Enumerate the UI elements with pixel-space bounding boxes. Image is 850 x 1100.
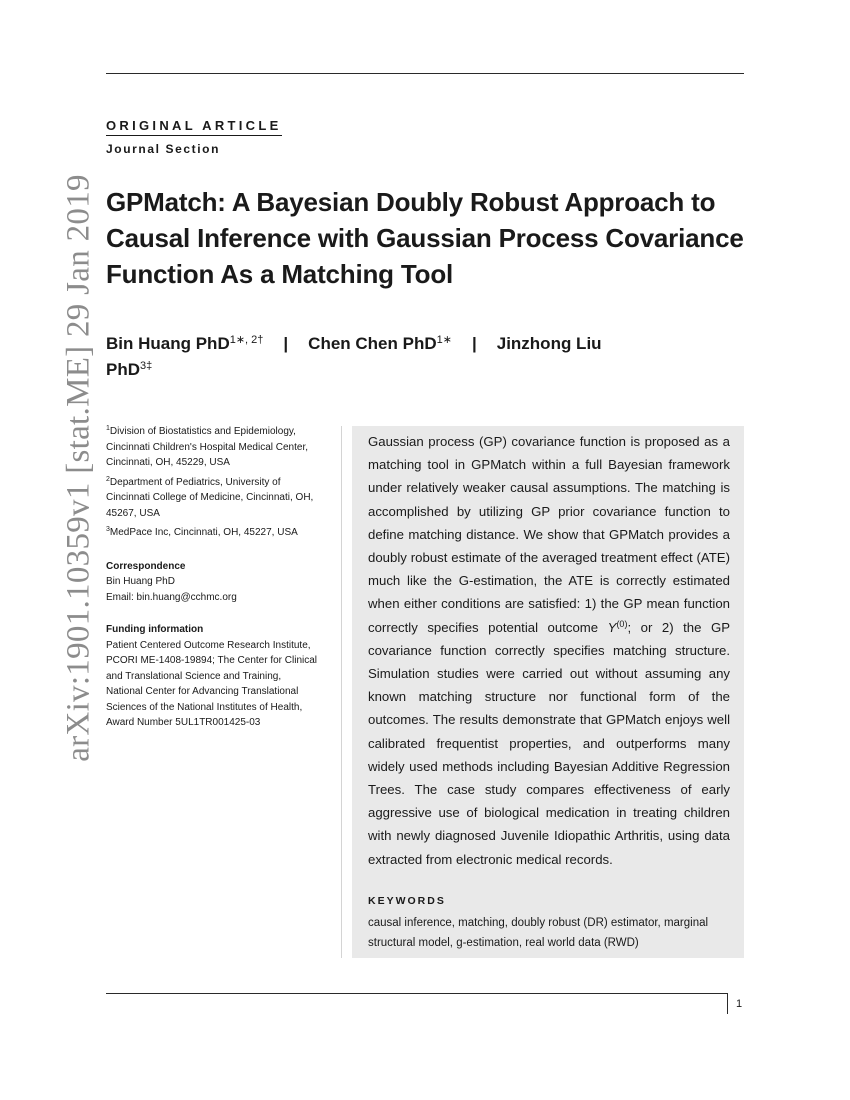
funding-heading: Funding information bbox=[106, 624, 204, 635]
abstract-part-2: ; or 2) the GP covariance function correctly specifies matching structure. Simulation studies were carried out without assuming any known matching structure nor functional form of the outcomes. The results demonstrate that GPMatch enjoys well calibrated frequentist properties, and outperforms many widely used methods including Bayesian Additive Regression Trees. The case study compares effectiveness of early aggressive use of biological medication in treating children with newly diagnosed Juvenile Idiopathic Arthritis, using data extracted from electronic medical records. bbox=[368, 619, 730, 867]
abstract-text bbox=[368, 430, 730, 871]
affiliation-mark: 1 bbox=[106, 425, 110, 432]
abstract-side-rule bbox=[341, 426, 342, 958]
affiliation-text: MedPace Inc, Cincinnati, OH, 45227, USA bbox=[109, 527, 298, 538]
article-type-label: ORIGINAL ARTICLE bbox=[106, 118, 282, 136]
affiliation-3 bbox=[106, 525, 320, 541]
affiliation-mark: 2 bbox=[106, 475, 110, 483]
correspondence-email[interactable]: Email: bin.huang@cchmc.org bbox=[106, 591, 237, 603]
affiliation-1 bbox=[106, 424, 320, 471]
keywords-text: causal inference, matching, doubly robust (DR) estimator, marginal structural model, g-estimation, real world data (RWD) bbox=[368, 917, 709, 949]
affiliation-text: Department of Pediatrics, University of Cincinnati College of Medicine, Cincinnati, OH, 45267, USA bbox=[106, 476, 314, 519]
author-marks: 3‡ bbox=[140, 360, 153, 372]
bottom-rule bbox=[106, 993, 727, 994]
abstract-part-1: Gaussian process (GP) covariance function is proposed as a matching tool in GPMatch within a full Bayesian framework under relatively weaker causal assumptions. The matching is accomplished by utilizing GP prior covariance function to define matching distance. We show that GPMatch provides a doubly robust estimate of the averaged treatment effect (ATE) much like the G-estimation, the ATE is correctly estimated when either conditions are satisfied: 1) the GP mean function correctly specifies potential outcome bbox=[368, 434, 730, 635]
author-name[interactable]: Bin Huang PhD bbox=[106, 334, 230, 353]
keywords-heading: KEYWORDS bbox=[368, 895, 446, 907]
bottom-rule-tick bbox=[727, 993, 728, 1014]
author-list bbox=[106, 331, 646, 383]
author-separator: | bbox=[471, 334, 477, 353]
front-matter-sidebar bbox=[106, 424, 320, 731]
affiliation-mark: 3 bbox=[106, 526, 110, 533]
funding-text: Patient Centered Outcome Research Institute, PCORI ME-1408-19894; The Center for Clinical and Translational Science and Training, National Center for Advancing Translational Sciences of the National Institutes of Health, Award Number 5UL1TR001425-03 bbox=[106, 639, 318, 728]
arxiv-stamp: arXiv:1901.10359v1 [stat.ME] 29 Jan 2019 bbox=[60, 174, 97, 762]
journal-section-label: Journal Section bbox=[106, 142, 221, 156]
author-marks: 1∗, 2† bbox=[229, 334, 264, 346]
author-name[interactable]: Jinzhong Liu PhD bbox=[106, 334, 602, 379]
author-name[interactable]: Chen Chen PhD bbox=[308, 334, 437, 353]
author-separator: | bbox=[283, 334, 289, 353]
outcome-symbol: Y bbox=[607, 619, 617, 635]
paper-title: GPMatch: A Bayesian Doubly Robust Approach to Causal Inference with Gaussian Process Covariance Function As a Matching Tool bbox=[106, 187, 744, 289]
author-marks: 1∗ bbox=[436, 334, 452, 346]
affiliation-text: Division of Biostatistics and Epidemiology, Cincinnati Children's Hospital Medical Center, Cincinnati, OH, 45229, USA bbox=[106, 426, 309, 468]
affiliation-2 bbox=[106, 475, 320, 522]
page-number: 1 bbox=[736, 998, 743, 1010]
correspondence-heading: Correspondence bbox=[106, 560, 186, 572]
outcome-superscript: (0) bbox=[616, 618, 628, 629]
top-rule bbox=[106, 73, 744, 74]
correspondence-name: Bin Huang PhD bbox=[106, 576, 175, 587]
